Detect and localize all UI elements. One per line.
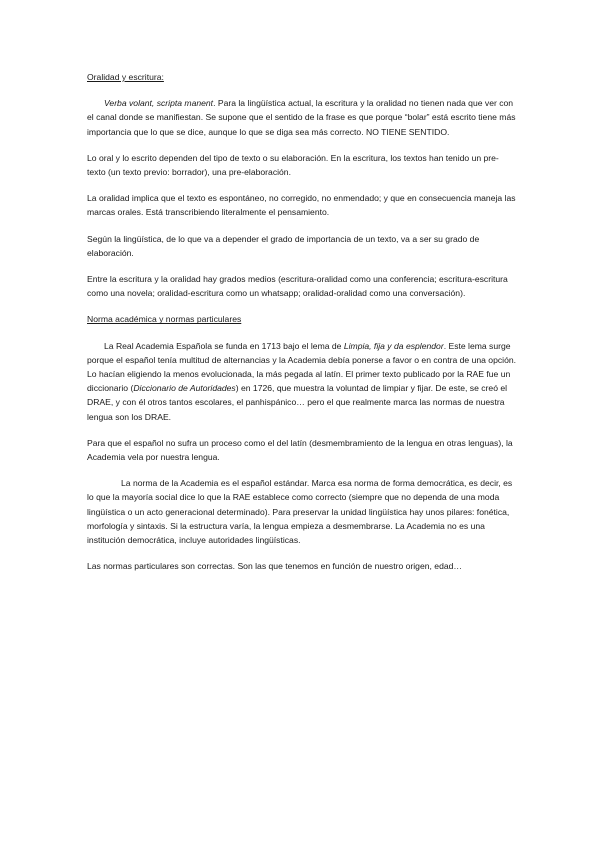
document-body [87,70,517,585]
section-heading-oralidad: Oralidad y escritura: [87,72,164,82]
dictionary-title: Diccionario de Autoridades [133,383,236,394]
paragraph-linguistica: Según la lingüística, de lo que va a depender el grado de importancia de un texto, va a ser su grado de elaboración. [87,233,480,258]
paragraph-latin: Para que el español no sufra un proceso como el del latín (desmembramiento de la lengua en otras lenguas), la Academia vela por nuestra lengua. [87,437,513,463]
paragraph-text: . Para la lingüística actual, la escritura y la oralidad no tienen nada que ver con el canal donde se manifiestan. Se supone que el sentido de la frase es que porque “bolar” está escrito tiene más importancia que lo que se dice, aunque lo que se diga sea más correcto. NO TIENE SENTIDO. [87,98,516,137]
paragraph-grados-medios: Entre la escritura y la oralidad hay grados medios (escritura-oralidad como una conferencia; escritura-escritura como una novela; oralidad-escritura como un whatsapp; oralidad-oralidad como una conversación). [87,274,508,299]
paragraph-oral-escrito: Lo oral y lo escrito dependen del tipo de texto o su elaboración. En la escritura, los textos han tenido un pre-texto (un texto previo: borrador), una pre-elaboración. [87,152,499,178]
paragraph-text: ) en 1726, que muestra la voluntad de limpiar y fijar. De este, se creó el DRAE, y con él otros tantos escolares, el panhispánico… pero el que realmente marca las normas de nuestra lengua son los DRAE. [87,383,508,422]
paragraph-verba-volant [87,96,517,139]
motto: Limpia, fija y da esplendor [343,340,444,351]
paragraph-rae [87,339,517,424]
paragraph-text: La Real Academia Española se funda en 1713 bajo el lema de [104,340,344,351]
paragraph-norma-academia: La norma de la Academia es el español estándar. Marca esa norma de forma democrática, es decir, es lo que la mayoría social dice lo que la RAE establece como correcto (siempre que no dependa de una moda lingüística o un acto generacional determinado). Para preservar la unidad lingüística hay unos pilares: fonética, morfología y sintaxis. Si la estructura varía, la lengua empieza a desmembrarse. La Academia no es una institución democrática, incluye autoridades lingüísticas. [87,478,513,546]
section-heading-norma: Norma académica y normas particulares [87,314,242,325]
paragraph-normas-particulares: Las normas particulares son correctas. Son las que tenemos en función de nuestro origen, edad… [87,561,462,572]
paragraph-oralidad: La oralidad implica que el texto es espontáneo, no corregido, no enmendado; y que en consecuencia maneja las marcas orales. Está transcribiendo literalmente el pensamiento. [87,193,516,218]
paragraph-text: . Este lema surge porque el español tenía multitud de alternancias y la Academia debía ponerse a favor o en contra de una opción. Lo hacían eligiendo la menos evolucionada, la más pegada al latín. El primer texto publicado por la RAE fue un diccionario ( [87,340,517,394]
latin-phrase: Verba volant, scripta manent [104,98,214,109]
